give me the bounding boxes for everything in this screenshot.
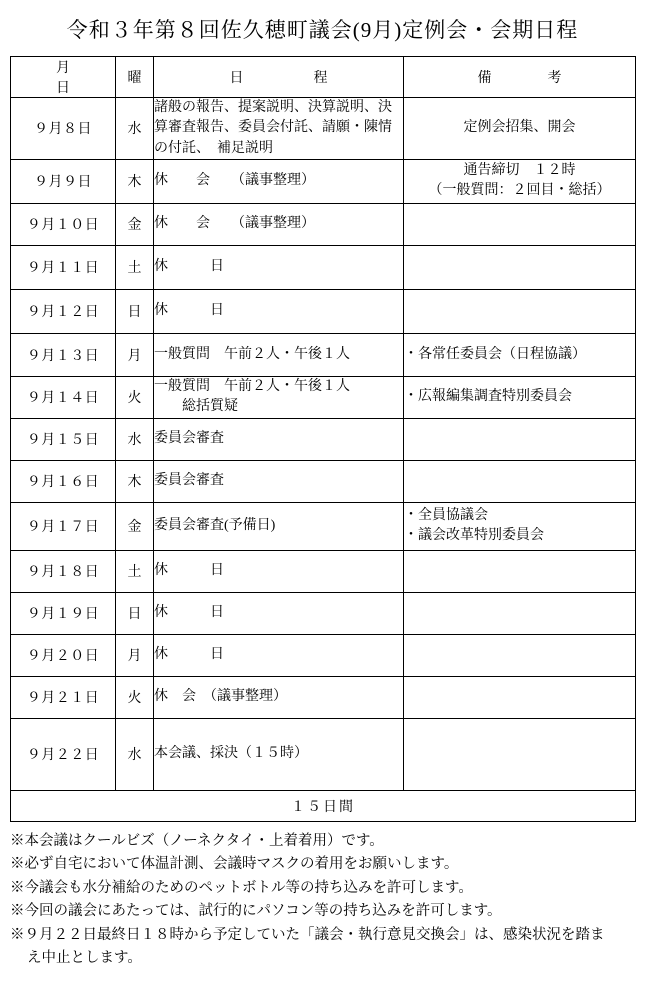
table-row (11, 98, 636, 160)
cell-schedule: 本会議、採決（１５時） (154, 718, 404, 790)
cell-note (404, 550, 636, 592)
footnote-item: ※本会議はクールビズ（ノーネクタイ・上着着用）です。 (10, 832, 384, 849)
cell-date: ９月２０日 (11, 634, 116, 676)
cell-date: ９月１２日 (11, 289, 116, 333)
cell-day: 水 (116, 418, 154, 460)
column-header-date (11, 57, 138, 98)
cell-note (404, 634, 636, 676)
cell-date: ９月２１日 (11, 676, 116, 718)
cell-date: ９月８日 (11, 98, 116, 160)
cell-schedule (154, 376, 404, 418)
cell-day: 木 (116, 460, 154, 502)
table-header-row (11, 57, 636, 98)
cell-note (404, 289, 636, 333)
cell-note: ・各常任委員会（日程協議） (404, 333, 636, 376)
cell-date: ９月１５日 (11, 418, 116, 460)
cell-day: 月 (116, 634, 154, 676)
page-title: 令和３年第８回佐久穂町議会(9月)定例会・会期日程 (66, 18, 579, 42)
cell-date: ９月１１日 (11, 245, 116, 289)
footnote-item: ※必ず自宅において体温計測、会議時マスクの着用をお願いします。 (10, 856, 459, 873)
cell-note (404, 203, 636, 245)
cell-note-line: ・全員協議会 (404, 508, 488, 524)
table-body (11, 98, 636, 822)
cell-day: 水 (116, 718, 154, 790)
cell-schedule: 休 日 (154, 245, 404, 289)
table-row (11, 460, 636, 502)
total-days-label: １５日間 (11, 790, 636, 821)
cell-day: 日 (116, 289, 154, 333)
footnote-item-last-line1: ※９月２２日最終日１８時から予定していた「議会・執行意見交換会」は、感染状況を踏ま (10, 926, 605, 943)
cell-schedule: 休 会 （議事整理） (154, 203, 404, 245)
column-header-schedule-label: 日 程 (229, 71, 328, 86)
cell-note (404, 502, 636, 550)
table-row (11, 592, 636, 634)
table-row (11, 550, 636, 592)
schedule-table (10, 56, 636, 822)
table-row (11, 333, 636, 376)
table-row (11, 159, 636, 203)
cell-date: ９月１０日 (11, 203, 116, 245)
column-header-day-label: 曜 (127, 71, 142, 86)
table-row (11, 634, 636, 676)
cell-note: 定例会招集、開会 (404, 98, 636, 160)
cell-day: 土 (116, 245, 154, 289)
cell-date: ９月１４日 (11, 376, 116, 418)
cell-schedule: 一般質問 午前２人・午後１人 (154, 333, 404, 376)
cell-schedule: 委員会審査(予備日) (154, 502, 404, 550)
cell-date: ９月１９日 (11, 592, 116, 634)
cell-day: 月 (116, 333, 154, 376)
cell-schedule: 休 日 (154, 634, 404, 676)
cell-day: 火 (116, 676, 154, 718)
cell-day: 金 (116, 502, 154, 550)
table-row (11, 376, 636, 418)
cell-note (404, 718, 636, 790)
cell-day: 日 (116, 592, 154, 634)
cell-day: 木 (116, 159, 154, 203)
footnote-last-continuation: え中止とします。 (27, 950, 142, 967)
cell-note (404, 245, 636, 289)
cell-schedule: 休 日 (154, 592, 404, 634)
cell-note (404, 460, 636, 502)
column-header-note (404, 57, 636, 98)
cell-date: ９月２２日 (11, 718, 116, 790)
cell-schedule: 休 会 （議事整理） (154, 159, 404, 203)
cell-note (404, 418, 636, 460)
cell-day: 金 (116, 203, 154, 245)
cell-date: ９月９日 (11, 159, 116, 203)
table-total-row (11, 790, 636, 821)
cell-note-line: 通告締切 １２時 (463, 163, 576, 179)
cell-date: ９月１７日 (11, 502, 116, 550)
column-header-note-label: 備 考 (477, 71, 562, 86)
cell-day: 土 (116, 550, 154, 592)
table-row (11, 676, 636, 718)
cell-schedule: 委員会審査 (154, 460, 404, 502)
cell-note (404, 592, 636, 634)
cell-day: 火 (116, 376, 154, 418)
cell-note-line: （一般質問：２回目・総括） (428, 183, 611, 199)
cell-date: ９月１３日 (11, 333, 116, 376)
cell-note: ・広報編集調査特別委員会 (404, 376, 636, 418)
cell-date: ９月１６日 (11, 460, 116, 502)
footnote-item: ※今回の議会にあたっては、試行的にパソコン等の持ち込みを許可します。 (10, 903, 502, 920)
cell-day: 水 (116, 98, 154, 160)
footnote-item-last-line2 (10, 947, 635, 970)
footnote-item: ※今議会も水分補給のためのペットボトル等の持ち込みを許可します。 (10, 879, 473, 896)
cell-note (404, 159, 636, 203)
table-row (11, 289, 636, 333)
cell-note (404, 676, 636, 718)
cell-schedule-line: 総括質疑 (154, 399, 238, 415)
table-row (11, 203, 636, 245)
cell-schedule: 休 日 (154, 550, 404, 592)
cell-schedule: 委員会審査 (154, 418, 404, 460)
table-header (11, 57, 636, 98)
table-row (11, 418, 636, 460)
column-header-schedule (154, 57, 404, 98)
table-row (11, 502, 636, 550)
cell-schedule: 休 日 (154, 289, 404, 333)
cell-note-line: ・議会改革特別委員会 (404, 528, 544, 544)
cell-schedule-line: 一般質問 午前２人・午後１人 (154, 379, 350, 395)
cell-date: ９月１８日 (11, 550, 116, 592)
footnotes (10, 830, 635, 971)
cell-schedule: 休 会 （議事整理） (154, 676, 404, 718)
cell-schedule: 諸般の報告、提案説明、決算説明、決算審査報告、委員会付託、請願・陳情の付託、 補足説明 (154, 98, 404, 160)
table-row (11, 718, 636, 790)
column-header-date-label: 月 日 (55, 61, 138, 96)
table-row (11, 245, 636, 289)
